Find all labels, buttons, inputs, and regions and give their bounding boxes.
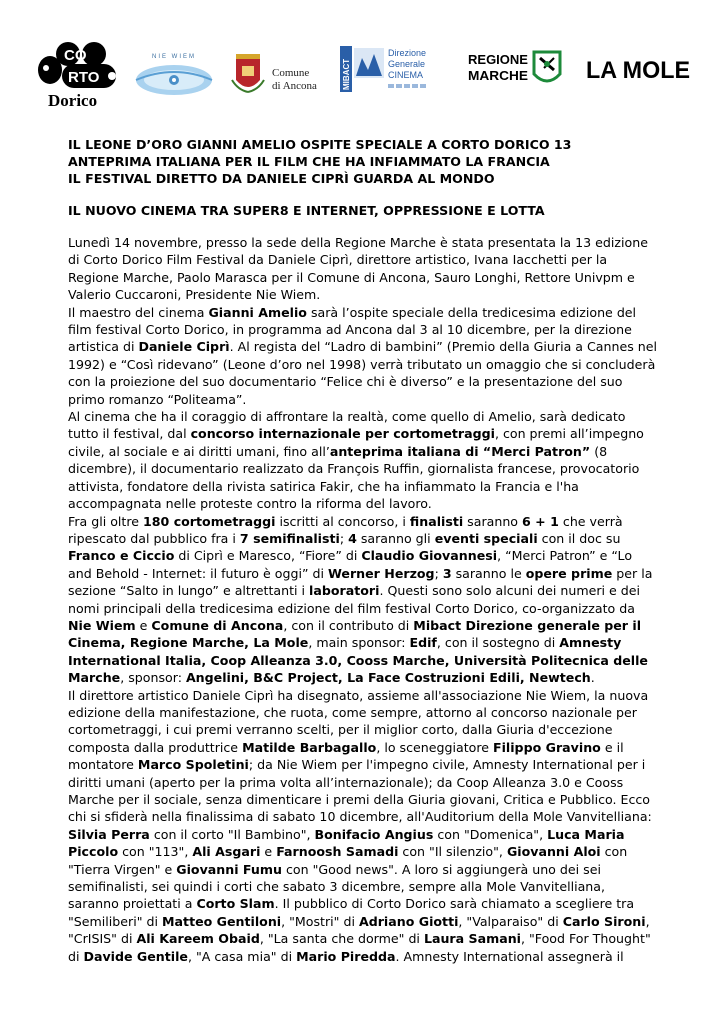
bold-highlight: Mario Piredda <box>296 948 396 964</box>
mibact-line3: CINEMA <box>388 70 424 80</box>
text-run: ; <box>339 530 349 546</box>
mibact-line1: Direzione <box>388 48 427 58</box>
text-run: Al cinema che ha il coraggio di affrontare la realtà, come quello di Amelio, sarà dedicato tutto il festival, dal <box>68 409 626 442</box>
bold-highlight: anteprima italiana di “Merci Patron” <box>329 443 591 459</box>
comune-line2: di Ancona <box>272 80 317 92</box>
text-run: per la sezione “Salto in lungo” e altrettanti i <box>68 565 653 599</box>
paragraph-intro: Lunedì 14 novembre, presso la sede della Regione Marche è stata presentata la 13 edizione di Corto Dorico Film Festival da Daniele Ciprì, direttore artistico, Ivana Iacchetti per la Regione Marche, Paolo Marasca per il Comune di Ancona, Sauro Longhi, Rettore Univpm e Valerio Cuccaroni, Presidente Nie Wiem. <box>68 235 648 303</box>
text-run: con "Good news". A loro si aggiungerà uno dei sei semifinalisti, sei quindi i corti che sabato 3 dicembre, sempre alla Mole Vanvitelliana, saranno proiettati a <box>68 861 605 912</box>
bold-highlight: Luca Maria Piccolo <box>68 826 625 860</box>
mibact-logo <box>340 46 440 96</box>
bold-highlight: Giovanni Fumu <box>176 861 282 877</box>
article-body <box>68 234 658 965</box>
text-run: Il maestro del cinema <box>68 304 209 320</box>
text-run: ; <box>434 565 443 581</box>
regione-marche-logo <box>468 48 564 92</box>
text-run: di Ciprì e Maresco, “Fiore” di <box>174 548 362 564</box>
regione-line1: REGIONE <box>468 52 529 67</box>
bold-highlight: Davide Gentile <box>83 948 188 964</box>
bold-highlight: Amnesty International Italia, Coop Alleanza 3.0, Cooss Marche, Università Politecnica delle Marche <box>68 635 648 686</box>
bold-highlight: Angelini, B&C Project, La Face Costruzioni Edili, Newtech <box>185 670 591 686</box>
text-run: (8 dicembre), il documentario realizzato da François Ruffin, giornalista francese, provocatorio attivista, fondatore della rivista satirica Fakir, che ha infiammato la Francia e l'ha accompagnata nelle proteste contro la riforma del lavoro. <box>68 443 640 512</box>
text-run: con "113", <box>118 844 193 860</box>
comune-ancona-logo <box>230 50 322 96</box>
bold-highlight: 3 <box>442 565 452 581</box>
corto-dorico-rto: RTO <box>68 69 100 86</box>
sponsor-logo-strip <box>0 40 725 120</box>
regione-line2: MARCHE <box>468 68 529 83</box>
text-run: . Amnesty International assegnerà il <box>395 948 624 964</box>
text-run: , con il sostegno di <box>436 635 560 651</box>
text-run: con "Il silenzio", <box>398 844 507 860</box>
paragraph-numbers <box>68 513 658 687</box>
text-run: sarà l’ospite speciale della tredicesima edizione del film festival Corto Dorico, in programma ad Ancona dal 3 al 10 dicembre, per la direzione artistica di <box>68 304 637 355</box>
bold-highlight: Laura Samani <box>423 931 521 947</box>
bold-highlight: Bonifacio Angius <box>314 826 434 842</box>
text-run: , "Mostri" di <box>281 913 359 929</box>
text-run: , "A casa mia" di <box>187 948 297 964</box>
text-run: iscritti al concorso, i <box>275 513 410 529</box>
paragraph-merci-patron <box>68 408 658 512</box>
text-run: saranno <box>463 513 523 529</box>
corto-dorico-dorico: Dorico <box>48 91 98 110</box>
subheadline: IL NUOVO CINEMA TRA SUPER8 E INTERNET, OPPRESSIONE E LOTTA <box>68 203 545 218</box>
bold-highlight: Werner Herzog <box>327 565 435 581</box>
text-run: Il direttore artistico Daniele Ciprì ha disegnato, assieme all'associazione Nie Wiem, la nuova edizione della manifestazione, che ruota, come sempre, attorno al concorso nazionale per cortometraggi, i cui premi verranno scelti, per il miglior corto, dalla Giuria d'eccezione composta dalla produttrice <box>68 687 649 755</box>
mibact-vertical-text: MIBACT <box>342 58 351 90</box>
bold-highlight: Carlo Sironi <box>562 913 646 929</box>
text-run: con "Domenica", <box>433 826 548 842</box>
text-run: con il corto "Il Bambino", <box>149 826 315 842</box>
paragraph-jury <box>68 687 658 966</box>
headline-line-2: ANTEPRIMA ITALIANA PER IL FILM CHE HA INFIAMMATO LA FRANCIA <box>68 154 550 169</box>
bold-highlight: Franco e Ciccio <box>68 548 175 564</box>
text-run: ; da Nie Wiem per l'impegno civile, Amnesty International per i diritti umani (aperto per la prima volta all’internazionale); da Coop Alleanza 3.0 e Cooss Marche per il sociale, senza dimenticare i premi della Giuria giovani, Critica e Pubblico. Ecco chi si sfiderà nella finalissima di sabato 10 dicembre, all'Auditorium della Mole Vanvitelliana: <box>68 757 652 825</box>
bold-highlight: concorso internazionale per cortometraggi <box>190 426 495 442</box>
bold-highlight: 7 semifinalisti <box>239 530 340 546</box>
text-run: , "CrISIS" di <box>68 913 650 947</box>
text-run: , con premi all’impegno civile, al sociale e ai diritti umani, fino all’ <box>68 426 644 459</box>
bold-highlight: Filippo Gravino <box>493 739 601 755</box>
headline-line-3: IL FESTIVAL DIRETTO DA DANIELE CIPRÌ GUARDA AL MONDO <box>68 171 495 186</box>
text-run: , con il contributo di <box>283 617 414 633</box>
bold-highlight: Claudio Giovannesi <box>361 548 498 564</box>
bold-highlight: Edif <box>409 635 437 651</box>
bold-highlight: Marco Spoletini <box>137 757 249 773</box>
la-mole-logo <box>584 50 696 86</box>
text-run: . Questi sono solo alcuni dei numeri e dei nomi principali della tredicesima edizione del film festival Corto Dorico, co-organizzato da <box>68 583 641 616</box>
text-run: con il doc su <box>537 530 621 546</box>
text-run: , main sponsor: <box>308 635 410 651</box>
paragraph-amelio <box>68 304 658 408</box>
bold-highlight: Comune di Ancona <box>151 617 284 633</box>
bold-highlight: Giovanni Aloi <box>506 844 601 860</box>
la-mole-text: LA MOLE <box>586 57 690 84</box>
headline-block <box>68 136 668 187</box>
text-run: che verrà ripescato dal pubblico fra i <box>68 513 623 546</box>
bold-highlight: opere prime <box>525 565 613 581</box>
text-run: . <box>590 670 595 686</box>
text-run: saranno le <box>451 565 526 581</box>
bold-highlight: finalisti <box>409 513 464 529</box>
text-run: , sponsor: <box>120 670 186 686</box>
bold-highlight: Mibact Direzione generale per il Cinema, Regione Marche, La Mole <box>68 617 642 651</box>
text-run: , "Valparaiso" di <box>458 913 563 929</box>
bold-highlight: Adriano Giotti <box>358 913 459 929</box>
comune-line1: Comune <box>272 67 310 79</box>
bold-highlight: Matteo Gentiloni <box>162 913 282 929</box>
headline-line-1: IL LEONE D’ORO GIANNI AMELIO OSPITE SPECIALE A CORTO DORICO 13 <box>68 137 572 152</box>
bold-highlight: Matilde Barbagallo <box>242 739 377 755</box>
text-run: e il montatore <box>68 739 624 773</box>
bold-highlight: Daniele Ciprì <box>138 339 230 355</box>
bold-highlight: laboratori <box>309 583 380 599</box>
text-run: , "La santa che dorme" di <box>259 931 424 947</box>
bold-highlight: Farnoosh Samadi <box>276 844 399 860</box>
text-run: e <box>135 617 152 633</box>
corto-dorico-logo <box>38 40 120 112</box>
text-run: , "Food For Thought" di <box>68 931 651 964</box>
bold-highlight: Gianni Amelio <box>208 304 307 320</box>
nie-wiem-logo <box>134 52 214 100</box>
mibact-line2: Generale <box>388 59 426 69</box>
bold-highlight: 6 + 1 <box>522 513 559 529</box>
bold-highlight: Nie Wiem <box>68 617 136 633</box>
text-run: , “Merci Patron” e “Lo and Behold - Internet: il futuro è oggi” di <box>68 548 633 581</box>
bold-highlight: eventi speciali <box>434 530 538 546</box>
bold-highlight: Ali Kareem Obaid <box>136 931 260 947</box>
text-run: saranno gli <box>356 530 435 546</box>
bold-highlight: 4 <box>348 530 357 546</box>
bold-highlight: Corto Slam <box>196 896 275 912</box>
bold-highlight: Silvia Perra <box>68 826 150 842</box>
text-run: , lo sceneggiatore <box>376 739 493 755</box>
text-run: e <box>260 844 277 860</box>
nie-wiem-label: NIE WIEM <box>152 54 196 60</box>
text-run: . Il pubblico di Corto Dorico sarà chiamato a scegliere tra "Semiliberi" di <box>68 896 635 929</box>
text-run: con "Tierra Virgen" e <box>68 844 628 877</box>
text-run: Fra gli oltre <box>68 513 144 529</box>
corto-dorico-co: CO <box>64 47 87 64</box>
bold-highlight: Ali Asgari <box>192 844 261 860</box>
bold-highlight: 180 cortometraggi <box>143 513 276 529</box>
text-run: . Al regista del “Ladro di bambini” (Premio della Giuria a Cannes nel 1992) e “Così ridevano” (Leone d’oro nel 1998) verrà tributato un omaggio che si concluderà con la proiezione del suo documentario “Felice chi è diverso” e la presentazione del suo primo romanzo “Politeama”. <box>68 339 658 407</box>
